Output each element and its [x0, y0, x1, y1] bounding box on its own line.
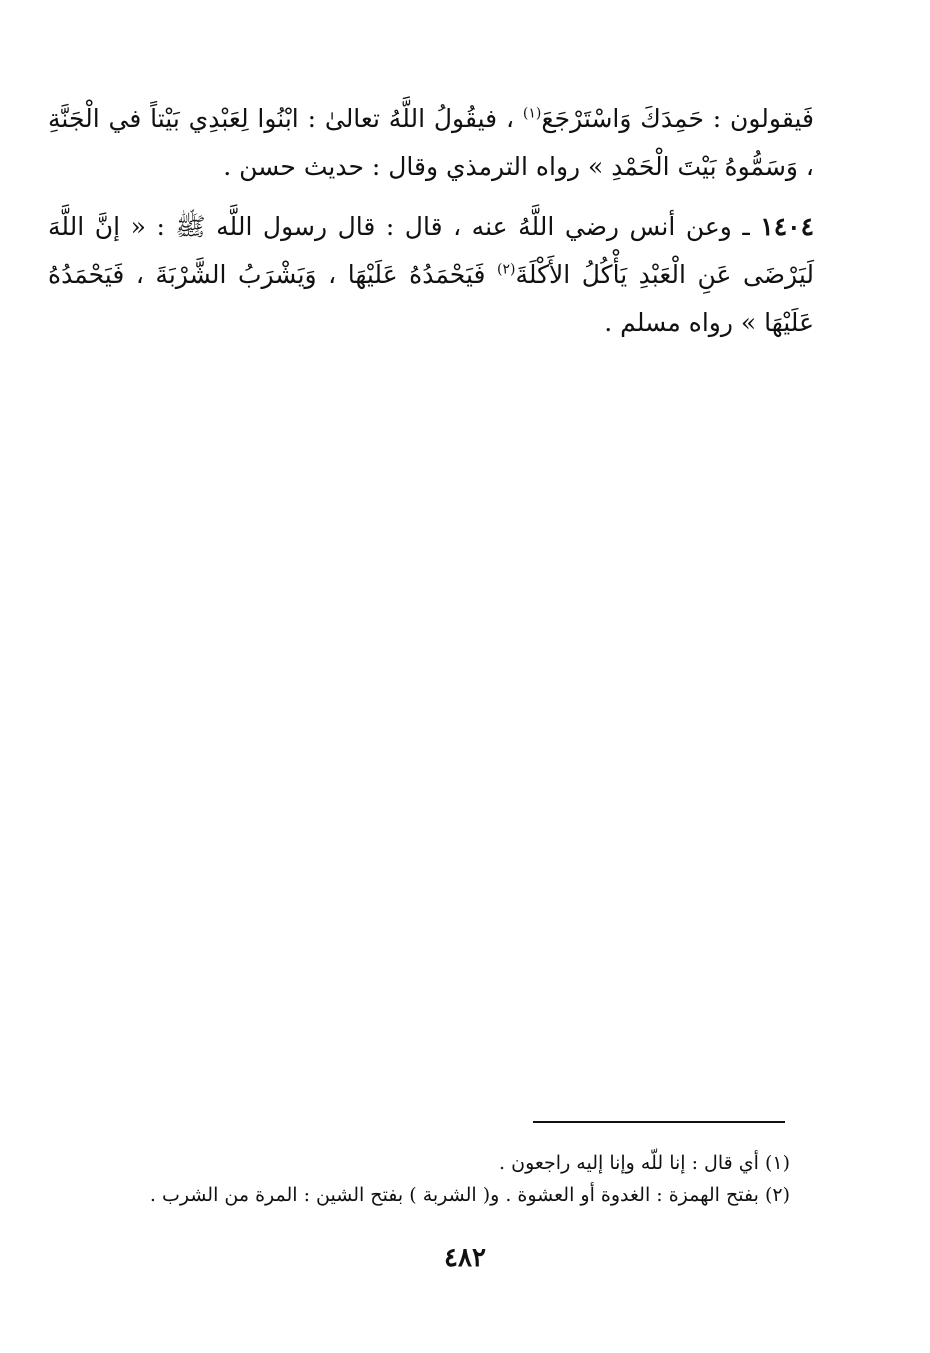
- paragraph-text: فَيَحْمَدُهُ عَلَيْهَا ، وَيَشْرَبُ الشَّرْبَةَ ، فَيَحْمَدُهُ عَلَيْهَا » رواه مسلم .: [48, 260, 814, 337]
- paragraph-text: فَيقولون : حَمِدَكَ وَاسْتَرْجَعَ: [541, 104, 814, 133]
- footnote: (١) أي قال : إنا للّه وإنا إليه راجعون .: [499, 1152, 790, 1174]
- footnote-separator: [533, 1121, 785, 1123]
- hadith-paragraph: [48, 203, 814, 347]
- page-number: ٤٨٢: [444, 1243, 486, 1273]
- body-paragraph: [48, 95, 814, 191]
- footnote: (٢) بفتح الهمزة : الغدوة أو العشوة . و( الشربة ) بفتح الشين : المرة من الشرب .: [149, 1184, 790, 1206]
- paragraph-text: ـ وعن أنس رضي اللَّهُ عنه ، قال : قال رسول اللَّه ﷺ : « إنَّ اللَّهَ لَيَرْضَى عَنِ الْعَبْدِ يَأْكُلُ الأَكْلَةَ: [48, 212, 814, 289]
- footnote-reference: (١): [522, 105, 542, 122]
- hadith-number: ١٤٠٤: [760, 212, 814, 241]
- footnote-reference: (٢): [496, 261, 516, 278]
- paragraph-text: ، فيقُولُ اللَّهُ تعالىٰ : ابْنُوا لِعَبْدِي بَيْتاً في الْجَنَّةِ ، وَسَمُّوهُ بَيْتَ الْحَمْدِ » رواه الترمذي وقال : حديث حسن .: [48, 104, 814, 181]
